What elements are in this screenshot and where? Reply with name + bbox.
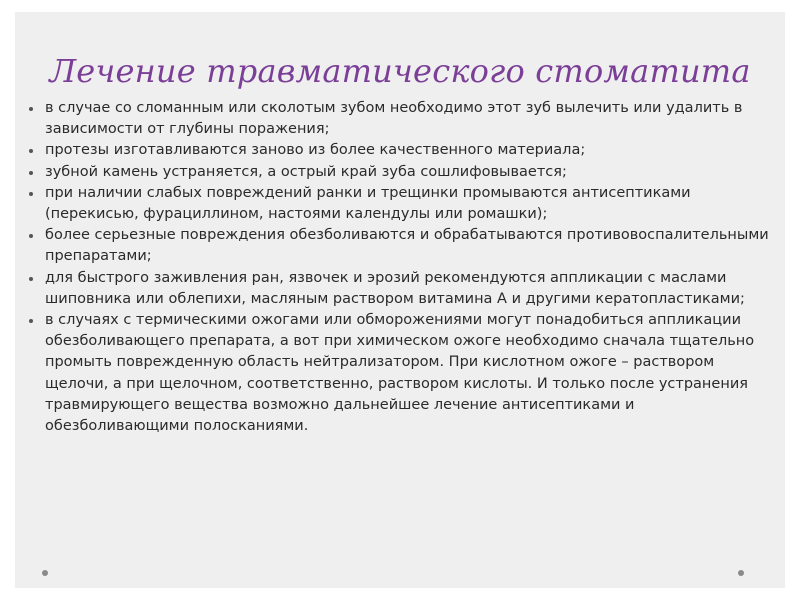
bullet-dot-icon [29, 107, 33, 111]
bullet-text: для быстрого заживления ран, язвочек и эрозий рекомендуются аппликации с маслами шиповника или облепихи, масляным раствором витамина А и другими кератопластиками; [45, 269, 745, 307]
bullet-dot-icon [29, 192, 33, 196]
bullet-item [29, 98, 769, 140]
bullet-item [29, 268, 769, 310]
bullet-item [29, 162, 769, 183]
decorative-dot-left-icon [42, 570, 48, 576]
bullet-item [29, 183, 769, 225]
bullet-text: при наличии слабых повреждений ранки и трещинки промываются антисептиками (перекисью, фурациллином, настоями календулы или ромашки); [45, 184, 691, 223]
bullet-text: в случаях с термическими ожогами или обморожениями могут понадобиться аппликации обезболивающего препарата, а вот при химическом ожоге необходимо сначала тщательно промыть поврежденную область нейтрализатором. При кислотном ожоге – раствором щелочи, а при щелочном, соответственно, раствором кислоты. И только после устранения травмирующего вещества возможно дальнейшее лечение антисептиками и обезболивающими полосканиями. [45, 312, 755, 435]
bullet-dot-icon [29, 319, 33, 323]
slide-title: Лечение травматического стоматита [49, 52, 751, 90]
bullet-dot-icon [29, 171, 33, 175]
bullet-text: более серьезные повреждения обезболиваются и обрабатываются противовоспалительными препаратами; [45, 227, 769, 265]
bullet-item [29, 225, 769, 267]
bullet-text: в случае со сломанным или сколотым зубом необходимо этот зуб вылечить или удалить в зависимости от глубины поражения; [45, 100, 743, 138]
bullet-dot-icon [29, 149, 33, 153]
bullet-list [29, 98, 769, 437]
bullet-text: зубной камень устраняется, а острый край зуба сошлифовывается; [45, 163, 567, 180]
slide [15, 12, 785, 588]
bullet-text: протезы изготавливаются заново из более качественного материала; [45, 142, 586, 159]
bullet-item [29, 140, 769, 161]
bullet-item [29, 310, 769, 437]
bullet-dot-icon [29, 277, 33, 281]
bullet-dot-icon [29, 234, 33, 238]
decorative-dot-right-icon [738, 570, 744, 576]
